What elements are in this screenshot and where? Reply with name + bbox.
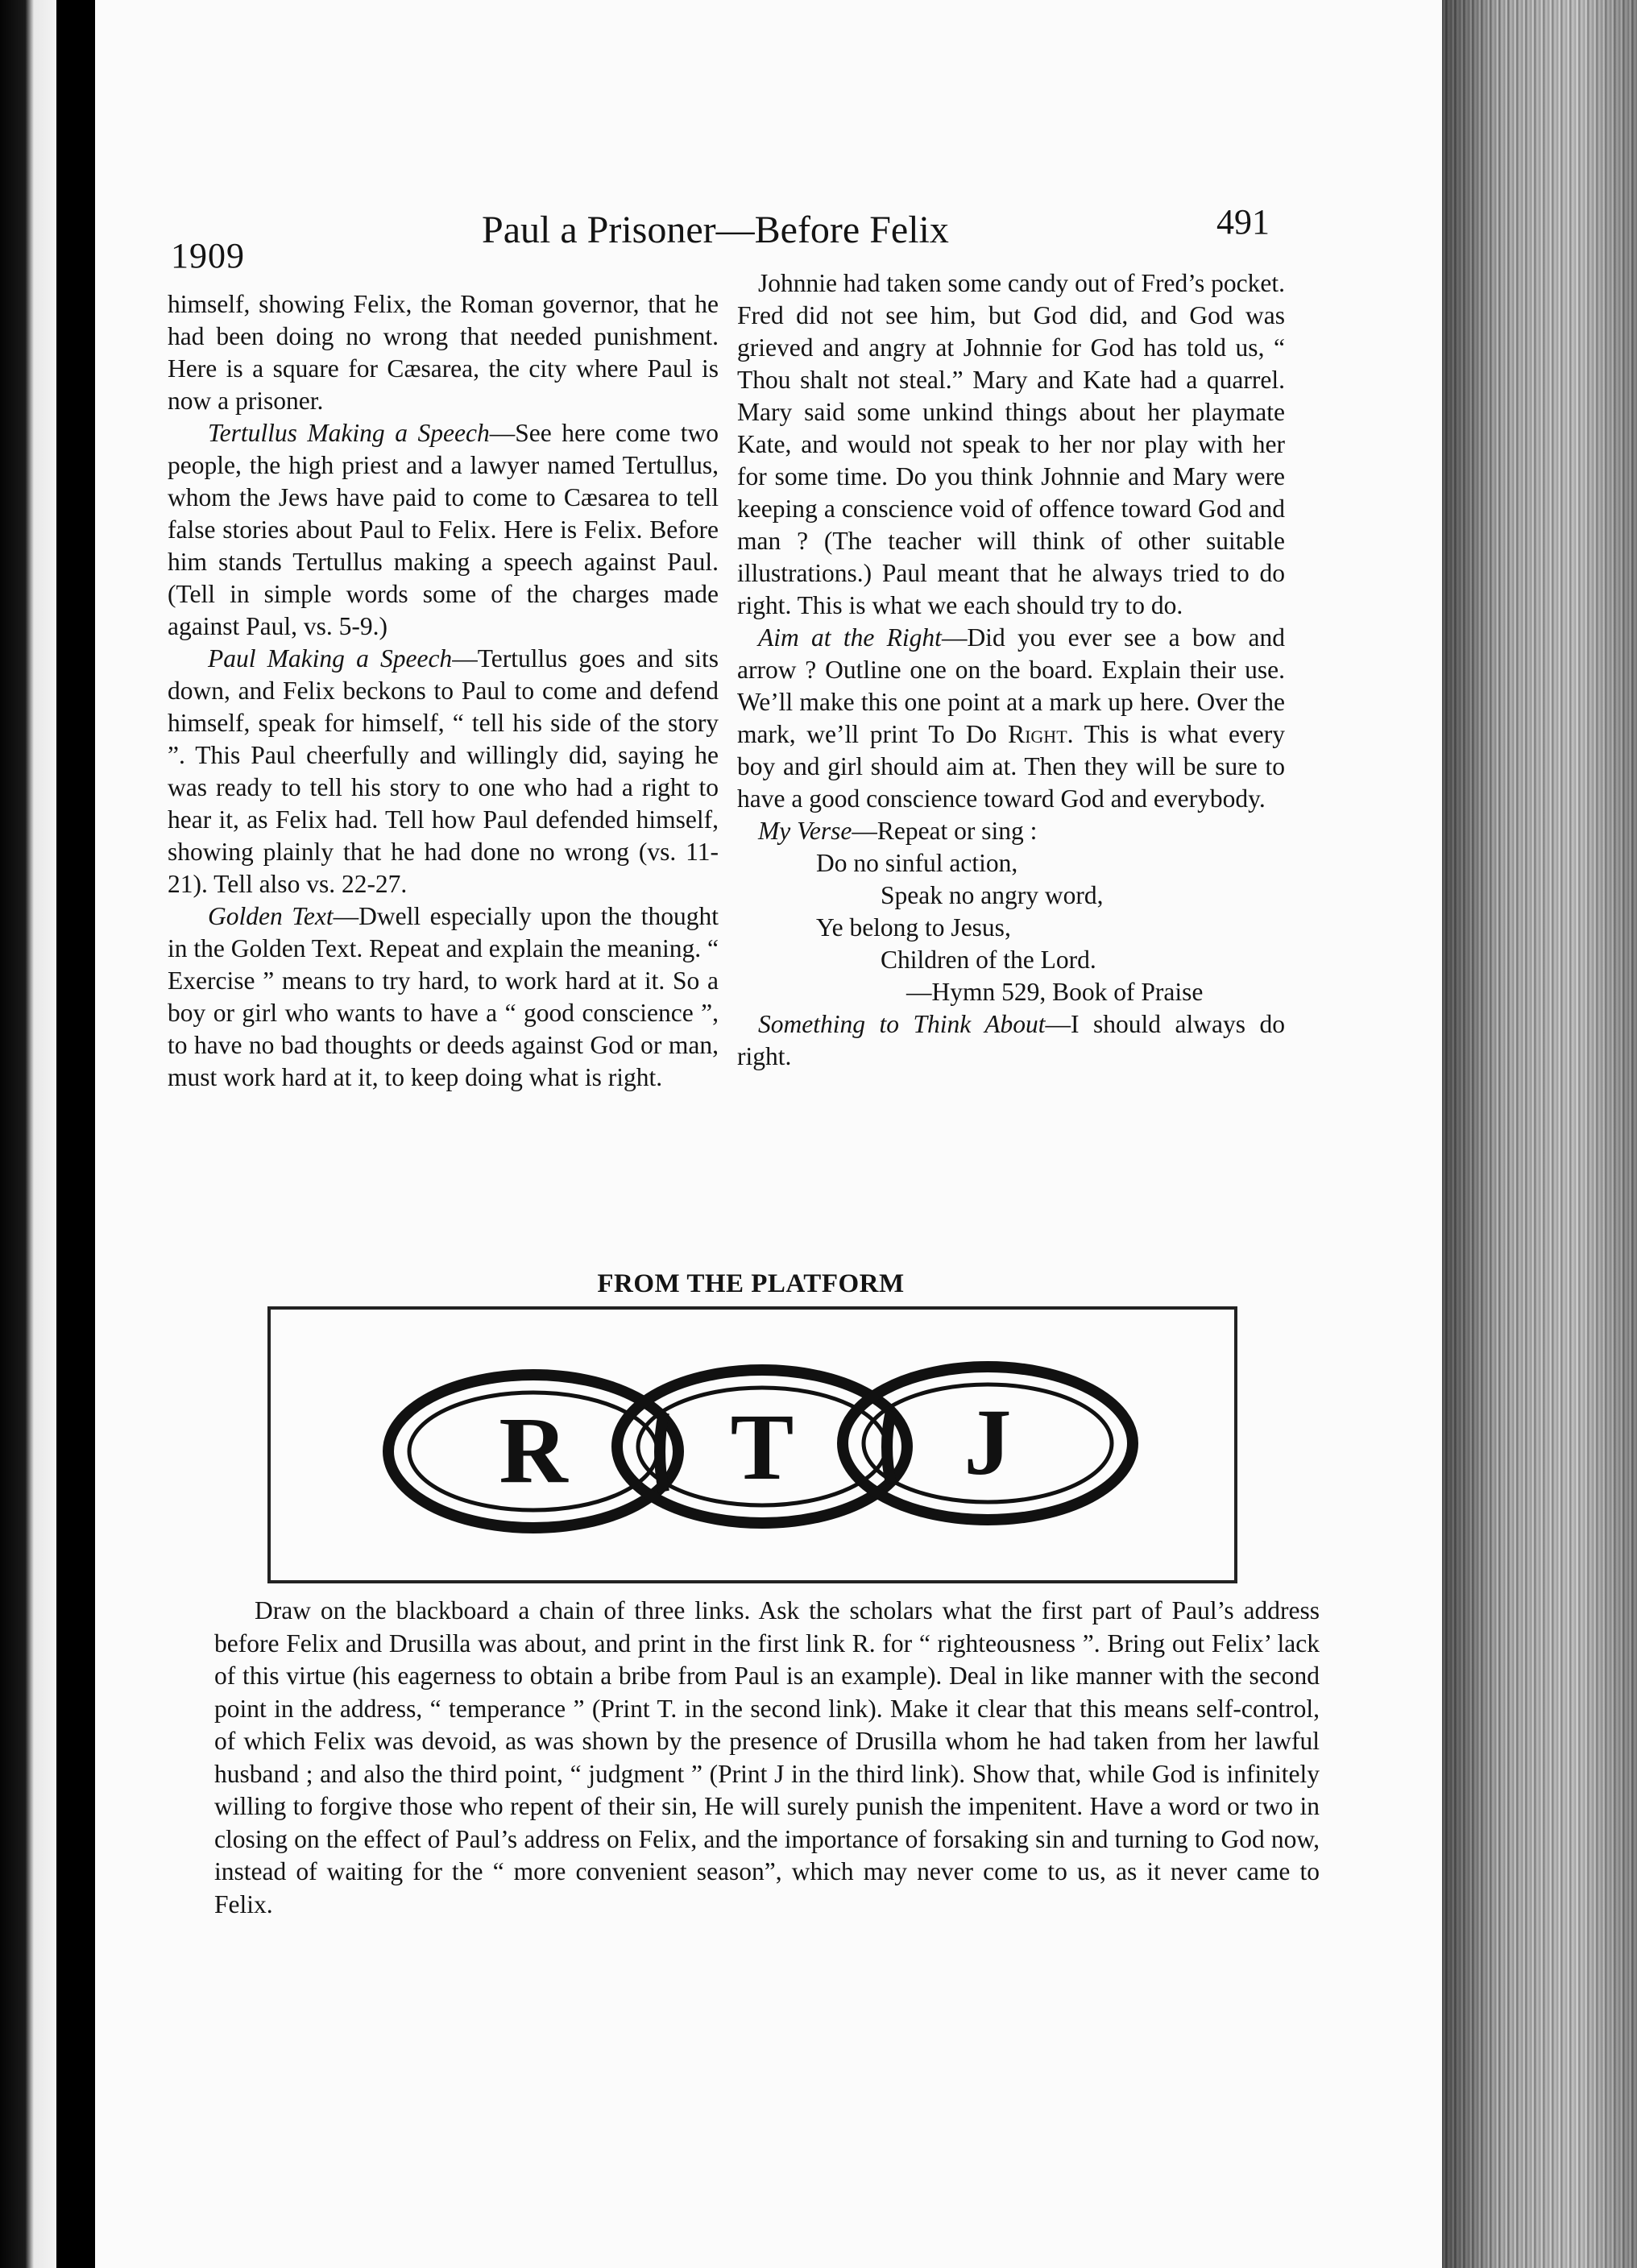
page-edge-shadow bbox=[1442, 0, 1637, 2268]
verse-line: Children of the Lord. bbox=[881, 946, 1096, 974]
paragraph-heading: Golden Text bbox=[208, 902, 334, 930]
paragraph bbox=[737, 1008, 1285, 1073]
verse-line: Speak no angry word, bbox=[881, 881, 1104, 909]
link-letter: J bbox=[964, 1389, 1012, 1495]
running-title: Paul a Prisoner—Before Felix bbox=[482, 209, 949, 251]
paragraph-body: —Tertullus goes and sits down, and Felix beckons to Paul to come and defend himself, speak for himself, “ tell his side of the story ”. This Paul cheerfully and willingly did, saying he was ready to tell his story to one who had a right to hear it, as Felix had. Tell how Paul defended himself, showing plainly that he had done no wrong (vs. 11-21). Tell also vs. 22-27. bbox=[168, 644, 719, 898]
link-overlap bbox=[660, 1413, 664, 1492]
link-letter: R bbox=[499, 1397, 568, 1503]
paragraph bbox=[737, 815, 1285, 847]
right-column bbox=[737, 267, 1285, 1073]
header-year: 1909 bbox=[171, 236, 245, 275]
link-overlap bbox=[887, 1411, 891, 1484]
link-letter: T bbox=[730, 1394, 794, 1500]
paragraph bbox=[168, 900, 719, 1094]
paragraph-body: —I should always do right. bbox=[737, 1010, 1285, 1070]
paragraph bbox=[168, 643, 719, 900]
verse-line: Ye belong to Jesus, bbox=[816, 913, 1011, 942]
hymn-verse bbox=[737, 847, 1285, 1008]
left-page-edge bbox=[0, 0, 56, 2268]
paragraph bbox=[737, 622, 1285, 815]
verse-attribution: —Hymn 529, Book of Praise bbox=[906, 978, 1204, 1006]
left-column bbox=[168, 288, 719, 1094]
page-number: 491 bbox=[1216, 202, 1270, 242]
paragraph-heading: Something to Think About bbox=[758, 1010, 1046, 1038]
paragraph-body: . This is what every boy and girl should aim at. Then they will be sure to have a good conscience toward God and everybody. bbox=[737, 720, 1285, 813]
blackboard-diagram bbox=[267, 1306, 1237, 1583]
paragraph-body: —Did you ever see a bow and arrow ? Outline one on the board. Explain their use. We’ll make this one point at a mark up here. Over the mark, we’ll print To Do bbox=[737, 623, 1285, 748]
paragraph bbox=[168, 417, 719, 643]
paragraph-heading: Aim at the Right bbox=[758, 623, 942, 652]
verse-line: Do no sinful action, bbox=[816, 849, 1018, 877]
platform-instructions bbox=[214, 1595, 1320, 1921]
chain-illustration bbox=[271, 1310, 1234, 1580]
paragraph-heading: Tertullus Making a Speech bbox=[208, 419, 490, 447]
paragraph-body: —Dwell especially upon the thought in the Golden Text. Repeat and explain the meaning. “ Exercise ” means to try hard, to work hard at it. So a boy or girl who wants to have a “ good conscience ”, to have no bad thoughts or deeds against God or man, must work hard at it, to keep doing what is right. bbox=[168, 902, 719, 1091]
small-caps-word: Right bbox=[1008, 720, 1067, 748]
paragraph: Johnnie had taken some candy out of Fred’s pocket. Fred did not see him, but God did, and God was grieved and angry at Johnnie for God has told us, “ Thou shalt not steal.” Mary and Kate had a quarrel. Mary said some unkind things about her playmate Kate, and would not speak to her nor play with her for some time. Do you think Johnnie and Mary were keeping a conscience void of offence toward God and man ? (The teacher will think of other suitable illustrations.) Paul meant that he always tried to do right. This is what we each should try to do. bbox=[737, 269, 1285, 619]
paragraph-heading: My Verse bbox=[758, 817, 852, 845]
paragraph: Draw on the blackboard a chain of three links. Ask the scholars what the first part of Paul’s address before Felix and Drusilla was about, and print in the first link R. for “ righteousness ”. Bring out Felix’ lack of this virtue (his eagerness to obtain a bribe from Paul is an example). Deal in like manner with the second point in the address, “ temperance ” (Print T. in the second link). Make it clear that this means self-control, of which Felix was devoid, as was shown by the presence of Drusilla whom he had taken from her lawful husband ; and also the third point, “ judgment ” (Print J in the third link). Show that, while God is infinitely willing to forgive those who repent of their sin, He will surely punish the impenitent. Have a word or two in closing on the effect of Paul’s address on Felix, and the importance of forsaking sin and turning to God now, instead of waiting for the “ more convenient season”, which may never come to us, as it never came to Felix. bbox=[214, 1596, 1320, 1918]
section-heading: FROM THE PLATFORM bbox=[597, 1269, 905, 1298]
paragraph: himself, showing Felix, the Roman governor, that he had been doing no wrong that needed punishment. Here is a square for Cæsarea, the city where Paul is now a prisoner. bbox=[168, 290, 719, 415]
paragraph-body: —See here come two people, the high priest and a lawyer named Tertullus, whom the Jews have paid to come to Cæsarea to tell false stories about Paul to Felix. Here is Felix. Before him stands Tertullus making a speech against Paul. (Tell in simple words some of the charges made against Paul, vs. 5-9.) bbox=[168, 419, 719, 640]
paragraph-heading: Paul Making a Speech bbox=[208, 644, 453, 673]
paragraph-body: —Repeat or sing : bbox=[852, 817, 1038, 845]
page-header bbox=[0, 0, 1442, 274]
